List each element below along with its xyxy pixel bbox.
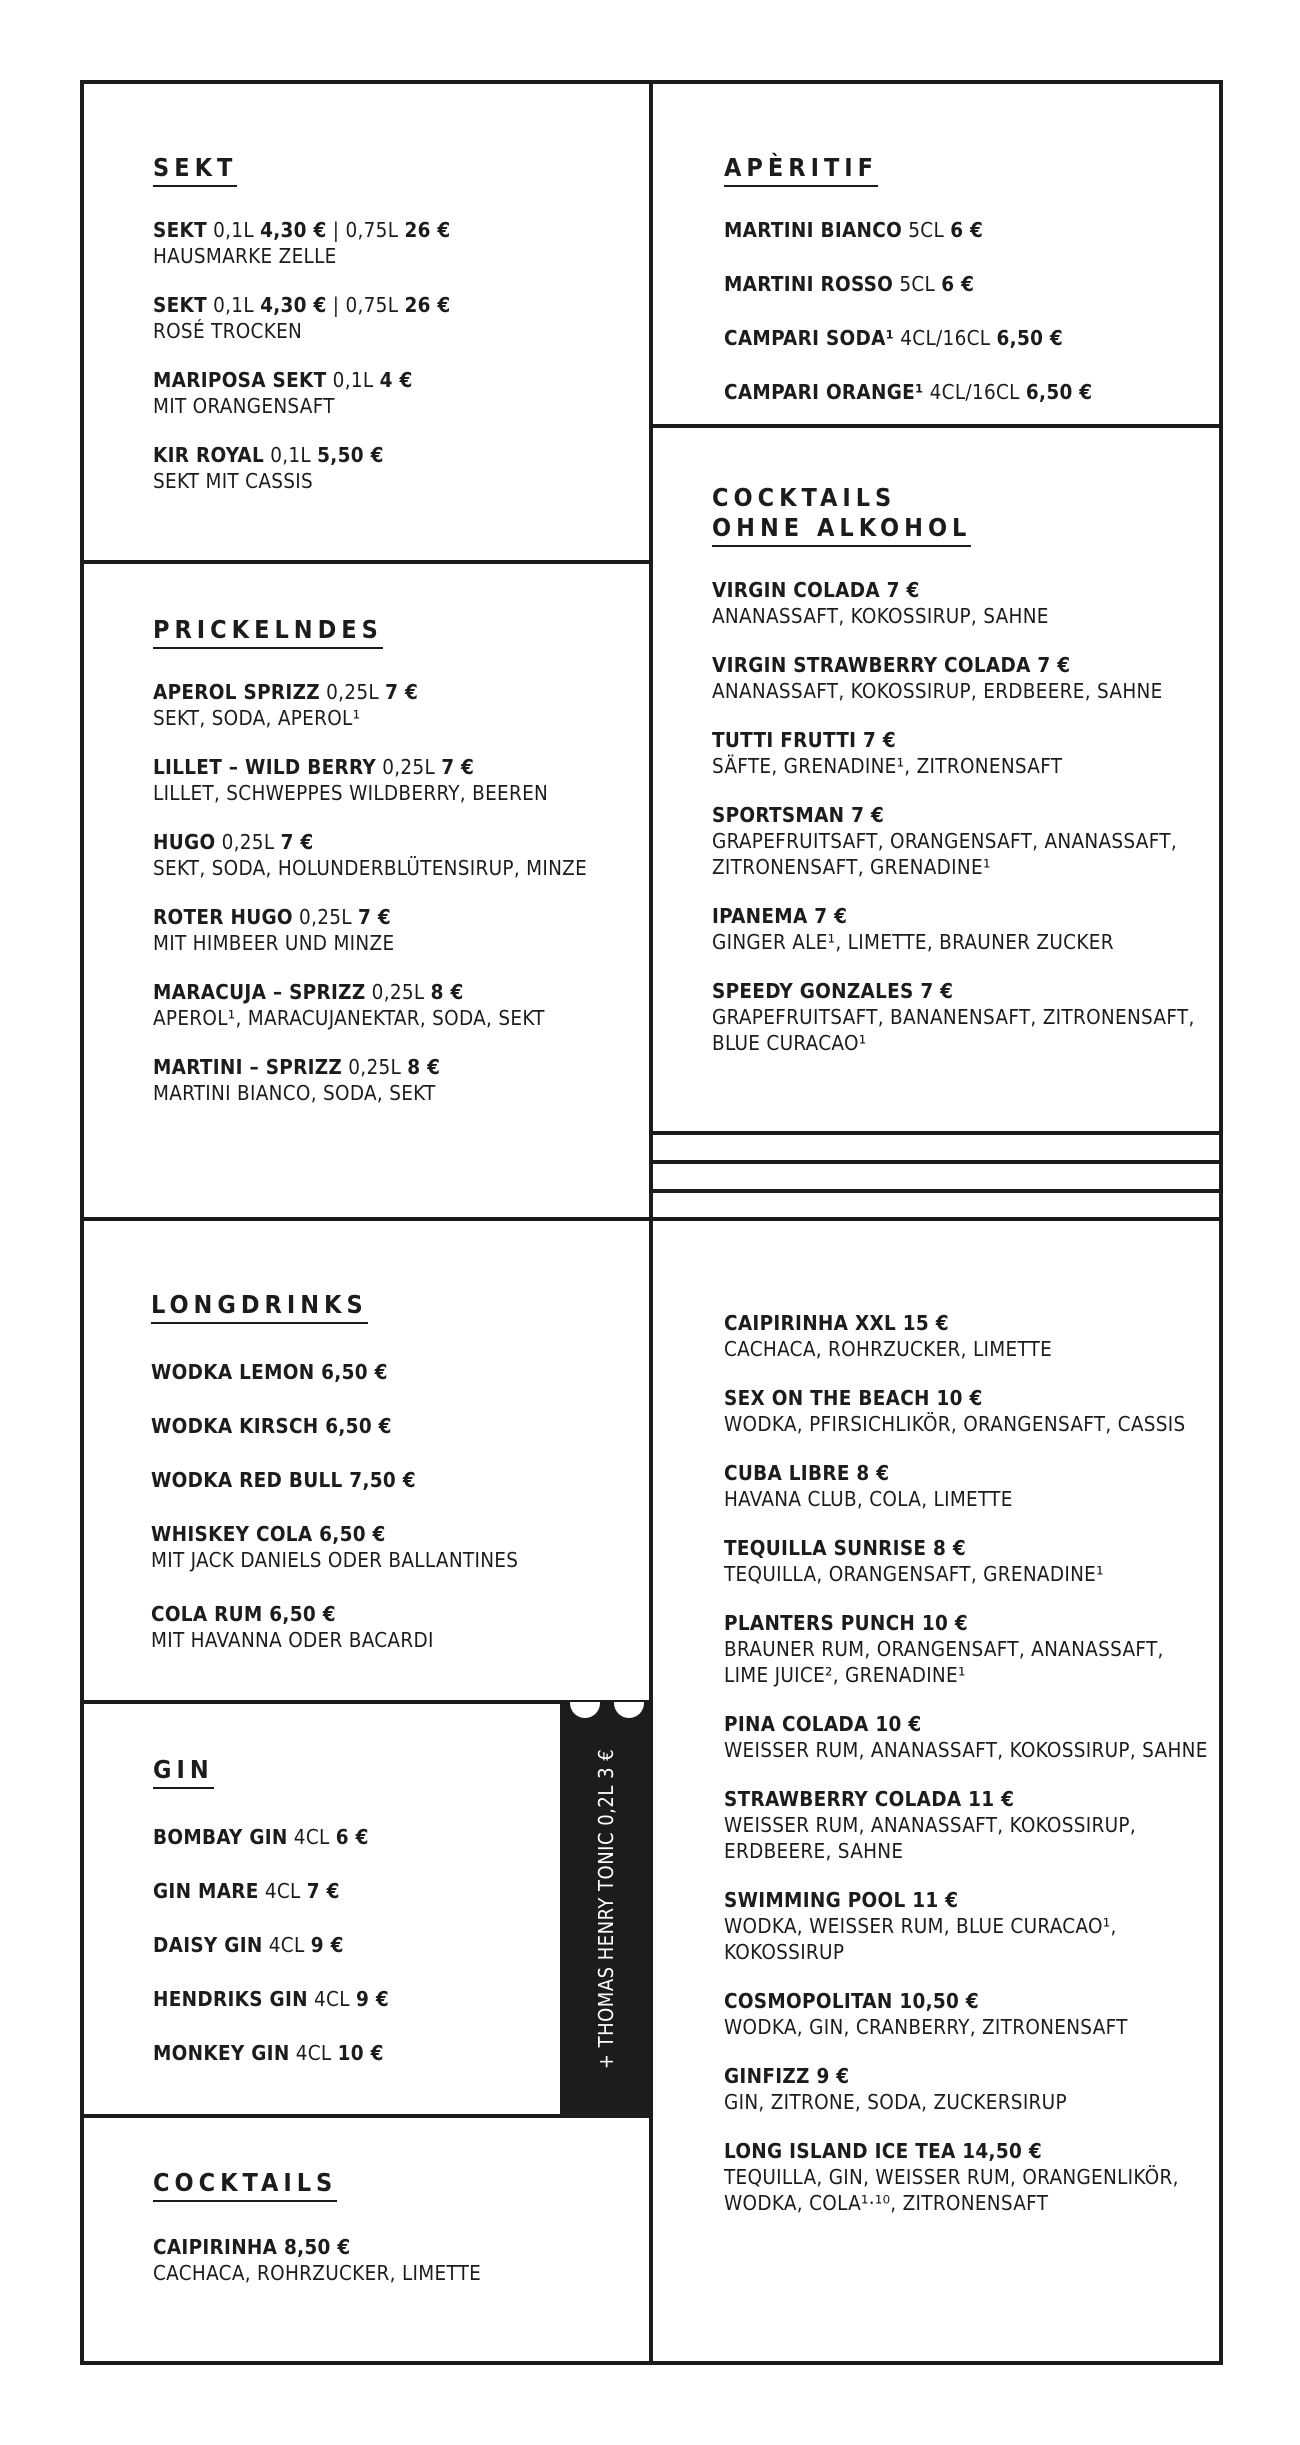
menu-item: SEKT 0,1L 4,30 € | 0,75L 26 € ROSÉ TROCKEN — [153, 293, 451, 343]
menu-item: CAIPIRINHA XXL 15 € CACHACA, ROHRZUCKER, LIMETTE — [724, 1311, 1053, 1361]
menu-item: WODKA KIRSCH 6,50 € — [151, 1414, 392, 1438]
tonic-banner — [560, 1702, 651, 2115]
menu-item: TUTTI FRUTTI 7 € SÄFTE, GRENADINE¹, ZITRONENSAFT — [712, 728, 1063, 778]
section-longdrinks — [151, 1290, 631, 1681]
menu-item: KIR ROYAL 0,1L 5,50 € SEKT MIT CASSIS — [153, 443, 384, 493]
menu-item: CAIPIRINHA 8,50 € CACHACA, ROHRZUCKER, LIMETTE — [153, 2235, 482, 2285]
menu-item: MONKEY GIN 4CL 10 € — [153, 2041, 384, 2065]
menu-item: PINA COLADA 10 € WEISSER RUM, ANANASSAFT, KOKOSSIRUP, SAHNE — [724, 1712, 1208, 1762]
section-sekt — [153, 153, 633, 517]
menu-item: MARTINI – SPRIZZ 0,25L 8 € MARTINI BIANCO, SODA, SEKT — [153, 1055, 441, 1105]
section-cocktails-list — [724, 1310, 1214, 2239]
glass-icon — [614, 1702, 644, 1718]
section-title: APÈRITIF — [724, 153, 878, 187]
menu-item: GINFIZZ 9 € GIN, ZITRONE, SODA, ZUCKERSIRUP — [724, 2064, 1067, 2114]
section-title: PRICKELNDES — [153, 615, 383, 649]
divider-ohne-2 — [651, 1160, 1223, 1164]
menu-item: ROTER HUGO 0,25L 7 € MIT HIMBEER UND MINZE — [153, 905, 395, 955]
menu-item: WHISKEY COLA 6,50 € MIT JACK DANIELS ODER BALLANTINES — [151, 1522, 519, 1572]
menu-item: SPEEDY GONZALES 7 € GRAPEFRUITSAFT, BANANENSAFT, ZITRONENSAFT, BLUE CURACAO¹ — [712, 979, 1195, 1055]
section-title: COCKTAILS OHNE ALKOHOL — [712, 483, 971, 547]
menu-item: COSMOPOLITAN 10,50 € WODKA, GIN, CRANBERRY, ZITRONENSAFT — [724, 1989, 1128, 2039]
menu-item: TEQUILLA SUNRISE 8 € TEQUILLA, ORANGENSAFT, GRENADINE¹ — [724, 1536, 1104, 1586]
menu-item: VIRGIN COLADA 7 € ANANASSAFT, KOKOSSIRUP, SAHNE — [712, 578, 1049, 628]
section-title: LONGDRINKS — [151, 1290, 368, 1324]
menu-item: MARIPOSA SEKT 0,1L 4 € MIT ORANGENSAFT — [153, 368, 413, 418]
menu-item: SWIMMING POOL 11 € WODKA, WEISSER RUM, BLUE CURACAO¹, KOKOSSIRUP — [724, 1888, 1117, 1964]
section-title: COCKTAILS — [153, 2168, 337, 2202]
menu-item: SEX ON THE BEACH 10 € WODKA, PFIRSICHLIKÖR, ORANGENSAFT, CASSIS — [724, 1386, 1186, 1436]
menu-item: PLANTERS PUNCH 10 € BRAUNER RUM, ORANGENSAFT, ANANASSAFT, LIME JUICE², GRENADINE¹ — [724, 1611, 1164, 1687]
section-gin — [153, 1755, 553, 2094]
divider-ohne-1 — [651, 1131, 1223, 1135]
section-title: SEKT — [153, 153, 237, 187]
divider-prickelndes — [80, 1217, 1223, 1221]
menu-item: WODKA LEMON 6,50 € — [151, 1360, 388, 1384]
menu-item: CAMPARI SODA¹ 4CL/16CL 6,50 € — [724, 326, 1064, 350]
divider-ohne-3 — [651, 1189, 1223, 1193]
menu-item: CAMPARI ORANGE¹ 4CL/16CL 6,50 € — [724, 380, 1093, 404]
menu-item: GIN MARE 4CL 7 € — [153, 1879, 340, 1903]
menu-item: SPORTSMAN 7 € GRAPEFRUITSAFT, ORANGENSAFT, ANANASSAFT, ZITRONENSAFT, GRENADINE¹ — [712, 803, 1177, 879]
menu-item: HUGO 0,25L 7 € SEKT, SODA, HOLUNDERBLÜTENSIRUP, MINZE — [153, 830, 588, 880]
divider-sekt — [80, 560, 651, 564]
section-cocktails — [153, 2168, 633, 2309]
menu-item: SEKT 0,1L 4,30 € | 0,75L 26 € HAUSMARKE ZELLE — [153, 218, 451, 268]
glass-icon — [570, 1702, 600, 1718]
menu-item: LONG ISLAND ICE TEA 14,50 € TEQUILLA, GIN, WEISSER RUM, ORANGENLIKÖR, WODKA, COLA¹·¹⁰, ZITRONENSAFT — [724, 2139, 1179, 2215]
menu-item: VIRGIN STRAWBERRY COLADA 7 € ANANASSAFT, KOKOSSIRUP, ERDBEERE, SAHNE — [712, 653, 1163, 703]
menu-item: DAISY GIN 4CL 9 € — [153, 1933, 344, 1957]
menu-item: HENDRIKS GIN 4CL 9 € — [153, 1987, 389, 2011]
menu-item: BOMBAY GIN 4CL 6 € — [153, 1825, 369, 1849]
menu-item: MARTINI BIANCO 5CL 6 € — [724, 218, 984, 242]
menu-item: MARTINI ROSSO 5CL 6 € — [724, 272, 975, 296]
menu-item: IPANEMA 7 € GINGER ALE¹, LIMETTE, BRAUNER ZUCKER — [712, 904, 1114, 954]
tonic-label: + THOMAS HENRY TONIC 0,2L 3 € — [593, 1748, 618, 2069]
menu-item: MARACUJA – SPRIZZ 0,25L 8 € APEROL¹, MARACUJANEKTAR, SODA, SEKT — [153, 980, 545, 1030]
menu-item: STRAWBERRY COLADA 11 € WEISSER RUM, ANANASSAFT, KOKOSSIRUP, ERDBEERE, SAHNE — [724, 1787, 1136, 1863]
menu-item: CUBA LIBRE 8 € HAVANA CLUB, COLA, LIMETTE — [724, 1461, 1013, 1511]
section-title: GIN — [153, 1755, 214, 1789]
menu-item: APEROL SPRIZZ 0,25L 7 € SEKT, SODA, APEROL¹ — [153, 680, 419, 730]
section-aperitif — [724, 153, 1204, 433]
section-prickelndes — [153, 615, 633, 1129]
menu-item: LILLET – WILD BERRY 0,25L 7 € LILLET, SCHWEPPES WILDBERRY, BEEREN — [153, 755, 549, 805]
section-cocktails-ohne-alkohol — [712, 483, 1212, 1079]
menu-item: COLA RUM 6,50 € MIT HAVANNA ODER BACARDI — [151, 1602, 434, 1652]
menu-item: WODKA RED BULL 7,50 € — [151, 1468, 416, 1492]
